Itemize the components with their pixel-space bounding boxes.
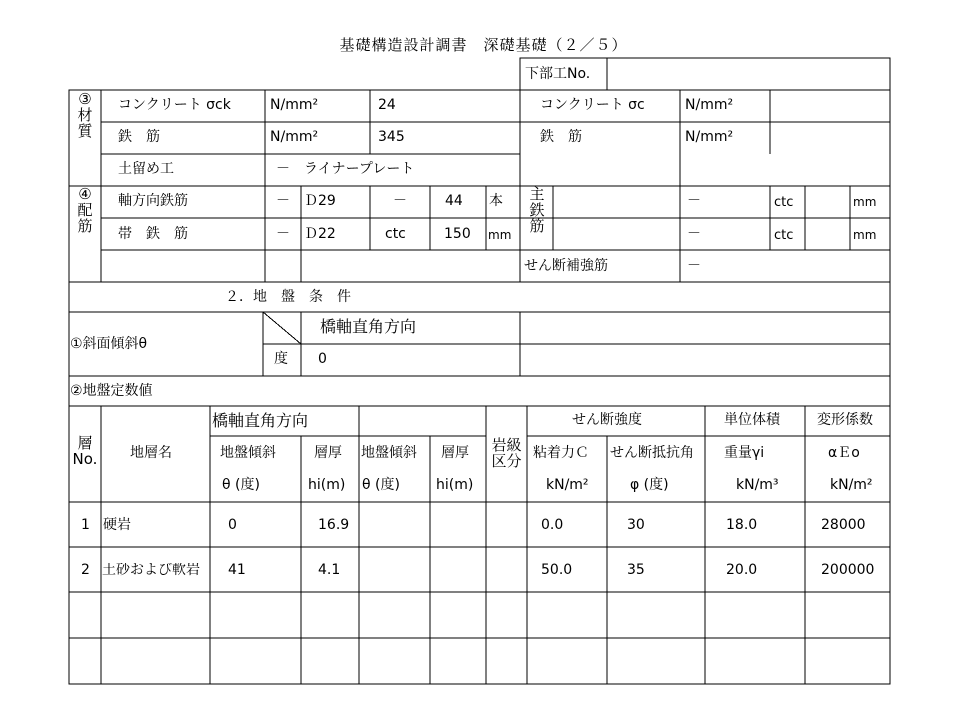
layer-name-header: 地層名	[130, 445, 172, 461]
hoop-dash: －	[276, 226, 290, 242]
slope2-header: 地盤傾斜	[361, 445, 417, 461]
rebar-unit: N/mm²	[270, 129, 319, 145]
rebar-label: 鉄 筋	[118, 129, 160, 145]
thickness2-unit: hi(m)	[436, 477, 474, 493]
friction-header: せん断抵抗角	[610, 445, 694, 461]
row2-modulus: 200000	[821, 562, 875, 578]
row2-friction: 35	[627, 562, 645, 578]
slope1-unit: θ (度)	[222, 477, 260, 493]
concrete-unit: N/mm²	[270, 97, 319, 113]
hoop-spacing: 150	[444, 226, 471, 242]
hoop-rebar-label: 帯 鉄 筋	[118, 226, 188, 242]
row1-unit-weight: 18.0	[726, 517, 758, 533]
main-row1-unit: mm	[853, 195, 877, 209]
unit-weight-title: 単位体積	[724, 412, 780, 428]
thickness2-header: 層厚	[441, 445, 469, 461]
outer-frame	[69, 90, 890, 684]
unit-weight-header: 重量γi	[724, 445, 765, 461]
hoop-diameter: Ｄ22	[304, 226, 336, 242]
cohesion-unit: kN/m²	[546, 477, 589, 493]
main-row1-dash: －	[687, 193, 701, 209]
row2-name: 土砂および軟岩	[102, 563, 200, 577]
modulus-unit: kN/m²	[830, 477, 873, 493]
row1-name: 硬岩	[103, 517, 131, 533]
row1-no: 1	[81, 517, 90, 533]
thickness1-header: 層厚	[314, 445, 342, 461]
slope-label: ①斜面傾斜θ	[70, 336, 148, 352]
slope-direction: 橋軸直角方向	[320, 317, 417, 336]
layer-no-header: 層 No.	[72, 434, 98, 468]
shear-dash: －	[687, 258, 701, 274]
ground-conditions-heading: ２．地 盤 条 件	[225, 289, 351, 305]
row1-modulus: 28000	[821, 517, 866, 533]
axial-rebar-label: 軸方向鉄筋	[118, 193, 188, 209]
hoop-unit: mm	[488, 228, 512, 242]
axial-diameter: Ｄ29	[304, 193, 336, 209]
concrete2-label: コンクリート σc	[540, 97, 645, 113]
row1-thickness: 16.9	[318, 517, 350, 533]
row1-friction: 30	[627, 517, 645, 533]
rebar2-unit: N/mm²	[685, 129, 734, 145]
main-row2-dash: －	[687, 226, 701, 242]
pier-no-label: 下部工No.	[525, 66, 591, 82]
row2-cohesion: 50.0	[541, 562, 573, 578]
axial-count: 44	[445, 193, 463, 209]
slope2-unit: θ (度)	[362, 477, 400, 493]
row1-slope: 0	[228, 517, 237, 533]
row2-slope: 41	[228, 562, 246, 578]
modulus-title: 変形係数	[817, 412, 873, 428]
hoop-ctc: ctc	[385, 226, 406, 242]
retaining-dash: －	[276, 161, 290, 177]
rock-class-header: 岩級 区分	[491, 436, 522, 470]
axial-unit: 本	[489, 193, 503, 209]
shear-strength-header: せん断強度	[572, 412, 642, 428]
retaining-label: 土留め工	[118, 161, 174, 177]
slope-value: 0	[318, 351, 327, 367]
row1-cohesion: 0.0	[541, 517, 564, 533]
row2-unit-weight: 20.0	[726, 562, 758, 578]
axial-dash2: －	[393, 193, 407, 209]
modulus-header: αＥo	[828, 445, 860, 461]
direction-header: 橋軸直角方向	[212, 411, 309, 430]
shear-rebar-label: せん断補強筋	[524, 258, 608, 274]
friction-unit: φ (度)	[630, 477, 669, 493]
row2-thickness: 4.1	[318, 562, 341, 578]
thickness1-unit: hi(m)	[308, 477, 346, 493]
slope-diagonal	[263, 312, 301, 344]
concrete-label: コンクリート σck	[118, 97, 231, 113]
document-title: 基礎構造設計調書 深礎基礎（２／５）	[339, 36, 628, 54]
slope1-header: 地盤傾斜	[220, 445, 276, 461]
unit-weight-unit: kN/m³	[736, 477, 779, 493]
rebar2-label: 鉄 筋	[540, 129, 582, 145]
cohesion-header: 粘着力Ｃ	[533, 445, 589, 461]
reinforcement-section-label: ④ 配 筋	[77, 185, 93, 235]
retaining-value: ライナープレート	[304, 161, 415, 177]
axial-dash: －	[276, 193, 290, 209]
ground-constants-label: ②地盤定数値	[70, 383, 153, 399]
row2-no: 2	[81, 562, 90, 578]
materials-section-label: ③ 材 質	[77, 90, 93, 140]
main-row1-ctc: ctc	[774, 195, 794, 210]
main-row2-ctc: ctc	[774, 228, 794, 243]
slope-unit: 度	[274, 351, 288, 367]
rebar-value: 345	[378, 129, 405, 145]
concrete-value: 24	[378, 97, 396, 113]
concrete2-unit: N/mm²	[685, 97, 734, 113]
main-rebar-label: 主 鉄 筋	[529, 185, 545, 235]
main-row2-unit: mm	[853, 228, 877, 242]
